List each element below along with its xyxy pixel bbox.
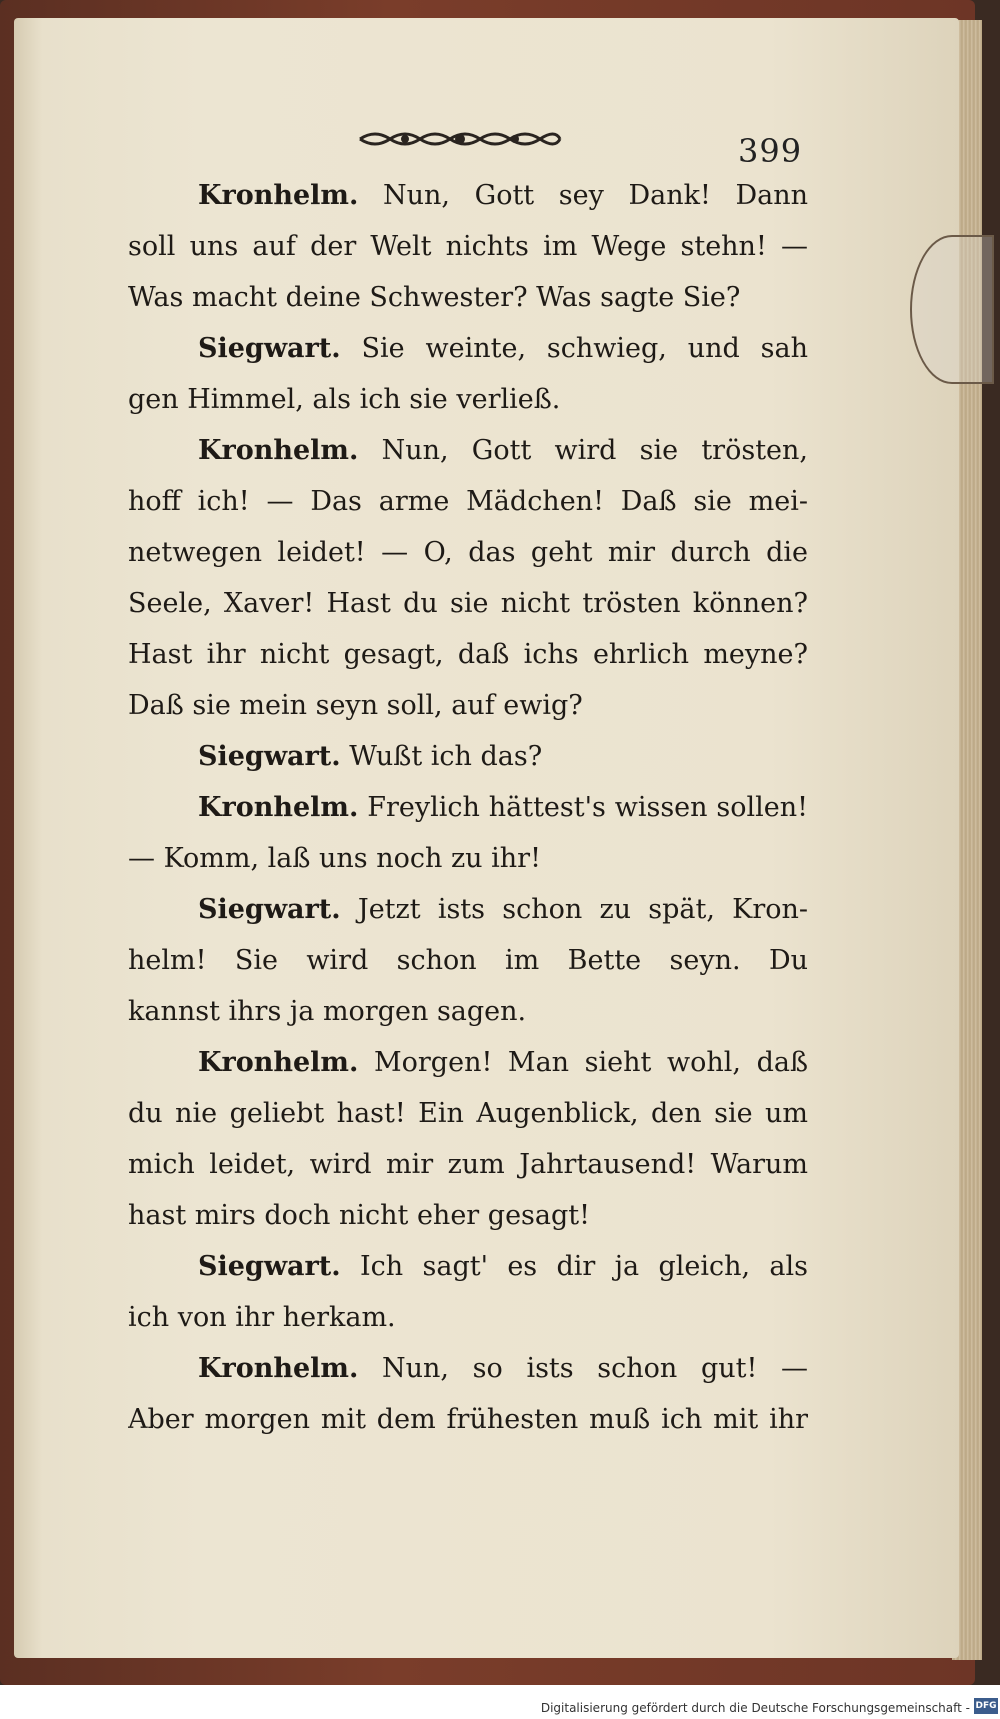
bookmark-clip: [910, 235, 994, 384]
text-line: [128, 884, 808, 935]
text-line: [128, 374, 808, 425]
line-text: hoff ich! — Das arme Mädchen! Daß sie mei-: [128, 486, 808, 517]
line-text: Hast ihr nicht gesagt, daß ichs ehrlich meyne?: [128, 639, 808, 670]
text-line: [128, 170, 808, 221]
line-text: Aber morgen mit dem frühesten muß ich mit ihr: [128, 1404, 808, 1435]
text-line: [128, 1190, 808, 1241]
line-text: du nie geliebt hast! Ein Augenblick, den sie um: [128, 1098, 808, 1129]
text-line: [128, 221, 808, 272]
text-line: [128, 272, 808, 323]
line-text: Was macht deine Schwester? Was sagte Sie?: [128, 282, 741, 313]
text-line: [128, 1139, 808, 1190]
dfg-logo: DFG: [974, 1698, 998, 1714]
speaker-name: Kronhelm.: [198, 1353, 359, 1384]
speaker-name: Siegwart.: [198, 741, 341, 772]
text-line: [128, 680, 808, 731]
line-text: gen Himmel, als ich sie verließ.: [128, 384, 561, 415]
text-line: [128, 323, 808, 374]
text-line: [128, 629, 808, 680]
text-line: [128, 731, 808, 782]
line-text: — Komm, laß uns noch zu ihr!: [128, 843, 541, 874]
speaker-name: Siegwart.: [198, 894, 341, 925]
line-text: netwegen leidet! — O, das geht mir durch die: [128, 537, 808, 568]
speaker-name: Siegwart.: [198, 1251, 341, 1282]
text-line: [128, 1037, 808, 1088]
page-text: [128, 170, 808, 1445]
page-number: 399: [738, 132, 803, 170]
footer-credit: Digitalisierung gefördert durch die Deutsche Forschungsgemeinschaft -: [540, 1701, 970, 1715]
line-text: soll uns auf der Welt nichts im Wege stehn! —: [128, 231, 808, 262]
line-text: ich von ihr herkam.: [128, 1302, 396, 1333]
text-line: [128, 1088, 808, 1139]
text-line: [128, 425, 808, 476]
line-text: Ich sagt' es dir ja gleich, als: [359, 1251, 808, 1282]
line-text: hast mirs doch nicht eher gesagt!: [128, 1200, 590, 1231]
ornament-rule: [355, 126, 565, 152]
text-line: [128, 782, 808, 833]
text-line: [128, 1343, 808, 1394]
text-line: [128, 986, 808, 1037]
line-text: mich leidet, wird mir zum Jahrtausend! Warum: [128, 1149, 808, 1180]
speaker-name: Kronhelm.: [198, 792, 359, 823]
line-text: Freylich hättest's wissen sollen!: [367, 792, 808, 823]
line-text: kannst ihrs ja morgen sagen.: [128, 996, 527, 1027]
speaker-name: Siegwart.: [198, 333, 341, 364]
line-text: Seele, Xaver! Hast du sie nicht trösten können?: [128, 588, 808, 619]
text-line: [128, 1241, 808, 1292]
text-line: [128, 1394, 808, 1445]
line-text: Jetzt ists schon zu spät, Kron-: [357, 894, 808, 925]
text-line: [128, 578, 808, 629]
text-line: [128, 1292, 808, 1343]
text-line: [128, 833, 808, 884]
line-text: Nun, Gott sey Dank! Dann: [383, 180, 808, 211]
text-line: [128, 476, 808, 527]
speaker-name: Kronhelm.: [198, 180, 359, 211]
line-text: helm! Sie wird schon im Bette seyn. Du: [128, 945, 808, 976]
line-text: Nun, Gott wird sie trösten,: [381, 435, 808, 466]
text-line: [128, 935, 808, 986]
line-text: Nun, so ists schon gut! —: [382, 1353, 808, 1384]
line-text: Morgen! Man sieht wohl, daß: [374, 1047, 808, 1078]
line-text: Wußt ich das?: [349, 741, 543, 772]
text-line: [128, 527, 808, 578]
line-text: Sie weinte, schwieg, und sah: [361, 333, 808, 364]
speaker-name: Kronhelm.: [198, 1047, 359, 1078]
line-text: Daß sie mein seyn soll, auf ewig?: [128, 690, 583, 721]
speaker-name: Kronhelm.: [198, 435, 359, 466]
